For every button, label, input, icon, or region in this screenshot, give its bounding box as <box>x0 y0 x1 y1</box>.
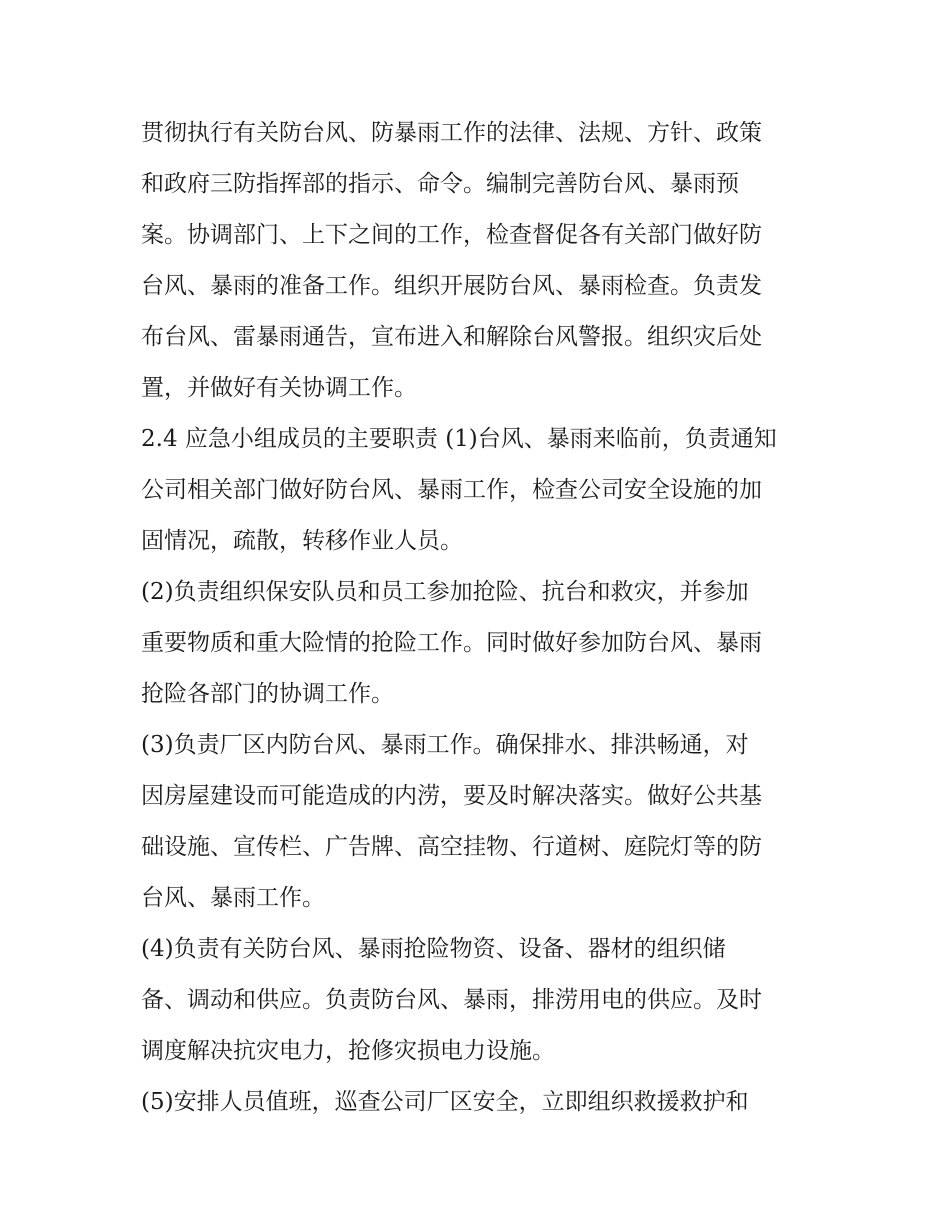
text-line: 抢险各部门的协调工作。 <box>141 681 394 707</box>
text-line: 台风、暴雨的准备工作。组织开展防台风、暴雨检查。负责发 <box>141 273 762 299</box>
text-line: 固情况，疏散，转移作业人员。 <box>141 528 463 554</box>
text-line: 备、调动和供应。负责防台风、暴雨，排涝用电的供应。及时 <box>141 987 762 1013</box>
text-line: 和政府三防指挥部的指示、命令。编制完善防台风、暴雨预 <box>141 171 739 197</box>
list-item-line: (3)负责厂区内防台风、暴雨工作。确保排水、排洪畅通，对 <box>141 732 749 758</box>
list-item-line: (5)安排人员值班，巡查公司厂区安全，立即组织救援救护和 <box>141 1089 749 1115</box>
text-line: 台风、暴雨工作。 <box>141 885 325 911</box>
text-line: 置，并做好有关协调工作。 <box>141 375 417 401</box>
text-line: 布台风、雷暴雨通告，宣布进入和解除台风警报。组织灾后处 <box>141 324 762 350</box>
document-body <box>141 108 821 1128</box>
list-item-line: (2)负责组织保安队员和员工参加抢险、抗台和救灾，并参加 <box>141 579 749 605</box>
text-line: 重要物质和重大险情的抢险工作。同时做好参加防台风、暴雨 <box>141 630 762 656</box>
text-line: 因房屋建设而可能造成的内涝，要及时解决落实。做好公共基 <box>141 783 762 809</box>
section-heading-line: 2.4 应急小组成员的主要职责 (1)台风、暴雨来临前，负责通知 <box>141 426 777 452</box>
text-line: 贯彻执行有关防台风、防暴雨工作的法律、法规、方针、政策 <box>141 120 762 146</box>
text-line: 公司相关部门做好防台风、暴雨工作，检查公司安全设施的加 <box>141 477 762 503</box>
text-line: 础设施、宣传栏、广告牌、高空挂物、行道树、庭院灯等的防 <box>141 834 762 860</box>
list-item-line: (4)负责有关防台风、暴雨抢险物资、设备、器材的组织储 <box>141 936 726 962</box>
text-line: 调度解决抗灾电力，抢修灾损电力设施。 <box>141 1038 555 1064</box>
text-line: 案。协调部门、上下之间的工作，检查督促各有关部门做好防 <box>141 222 762 248</box>
